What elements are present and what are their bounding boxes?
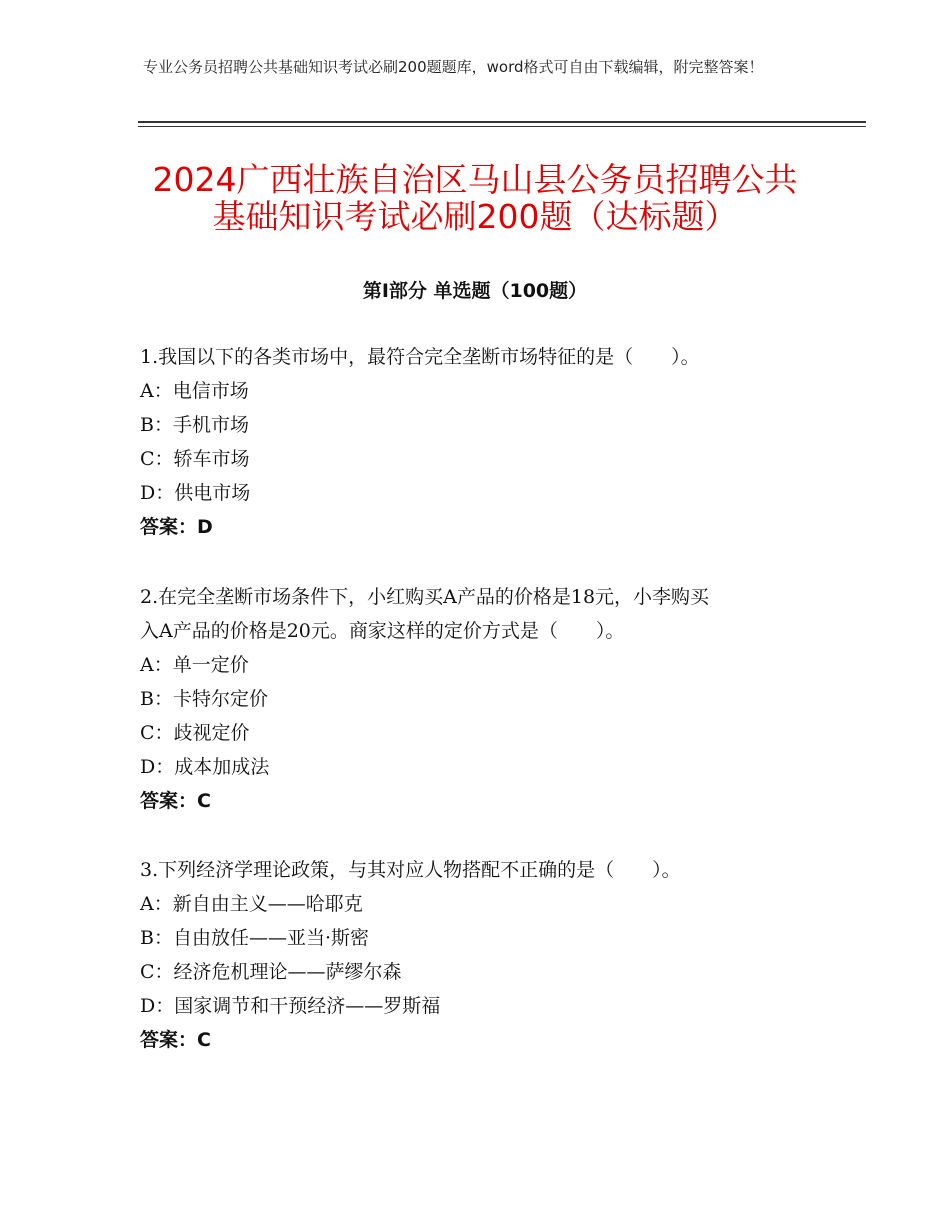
- header-note: 专业公务员招聘公共基础知识考试必刷200题题库，word格式可自由下载编辑，附完整答案！: [143, 58, 764, 76]
- header-rule-thin: [138, 126, 866, 127]
- answer: 答案：C: [140, 790, 211, 812]
- question-text: 1.我国以下的各类市场中，最符合完全垄断市场特征的是（ ）。: [140, 346, 700, 368]
- question-text: 2.在完全垄断市场条件下，小红购买A产品的价格是18元，小李购买: [140, 586, 710, 608]
- option-d: D：国家调节和干预经济——罗斯福: [140, 995, 441, 1017]
- document-title-line-1: 2024广西壮族自治区马山县公务员招聘公共: [152, 160, 798, 199]
- header-rule-thick: [138, 121, 866, 123]
- option-d: D：成本加成法: [140, 756, 270, 778]
- option-c: C：经济危机理论——萨缪尔森: [140, 961, 402, 983]
- option-a: A：新自由主义——哈耶克: [140, 893, 363, 915]
- document-title-line-2: 基础知识考试必刷200题（达标题）: [212, 197, 738, 236]
- question-2: [140, 580, 820, 818]
- option-b: B：自由放任——亚当·斯密: [140, 927, 370, 949]
- option-c: C：轿车市场: [140, 448, 250, 470]
- option-d: D：供电市场: [140, 482, 251, 504]
- answer: 答案：D: [140, 516, 213, 538]
- question-text: 3.下列经济学理论政策，与其对应人物搭配不正确的是（ ）。: [140, 859, 681, 881]
- question-1: [140, 340, 820, 544]
- question-text-continued: 入A产品的价格是20元。商家这样的定价方式是（ ）。: [140, 620, 625, 642]
- option-a: A：电信市场: [140, 380, 249, 402]
- question-3: [140, 853, 820, 1057]
- option-a: A：单一定价: [140, 654, 249, 676]
- option-c: C：歧视定价: [140, 722, 250, 744]
- section-heading: 第Ⅰ部分 单选题（100题）: [362, 280, 588, 302]
- answer: 答案：C: [140, 1029, 211, 1051]
- option-b: B：手机市场: [140, 414, 249, 436]
- option-b: B：卡特尔定价: [140, 688, 268, 710]
